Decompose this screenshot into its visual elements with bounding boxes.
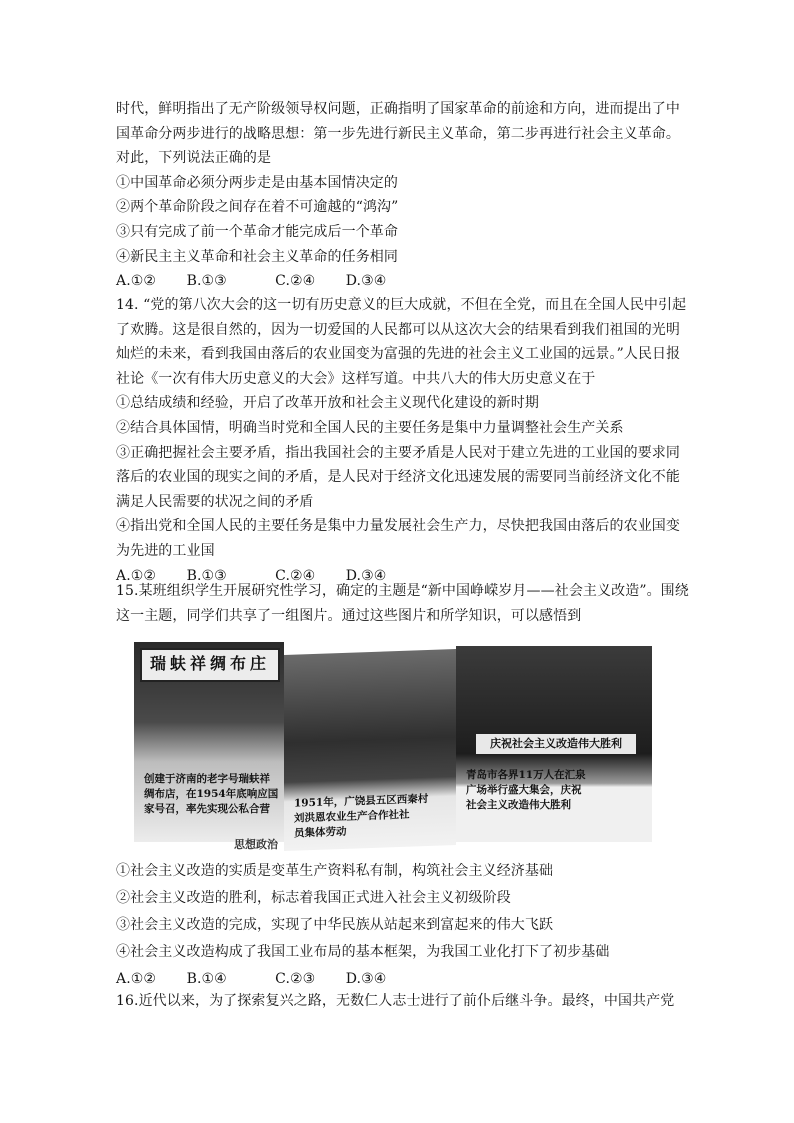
q14-statement-1: ①总结成绩和经验，开启了改革开放和社会主义现代化建设的新时期 xyxy=(116,395,539,412)
q14-statement-3b: 落后的农业国的现实之间的矛盾，是人民对于经济文化迅速发展的需要同当前经济文化不能 xyxy=(116,469,680,486)
q16-line-1: 16.近代以来，为了探索复兴之路，无数仁人志士进行了前仆后继斗争。最终，中国共产党 xyxy=(116,993,675,1009)
q14-line-4: 社论《一次有伟大历史意义的大会》这样写道。中共八大的伟大历史意义在于 xyxy=(116,370,596,387)
q15-option-b[interactable]: B.①④ xyxy=(186,971,227,987)
q15-line-2: 这一主题，同学们共享了一组图片。通过这些图片和所学知识，可以感悟到 xyxy=(116,607,582,624)
q15-statement-1: ①社会主义改造的实质是变革生产资料私有制，构筑社会主义经济基础 xyxy=(116,863,554,879)
q15-option-d[interactable]: D.③④ xyxy=(345,971,387,987)
q14-statement-4b: 为先进的工业国 xyxy=(116,542,215,559)
q14-statement-2: ②结合具体国情，明确当时党和全国人民的主要任务是集中力量调整社会生产关系 xyxy=(116,419,624,436)
q13-statement-3: ③只有完成了前一个革命才能完成后一个革命 xyxy=(116,223,398,240)
q14-line-3: 灿烂的未来，看到我国由落后的农业国变为富强的先进的社会主义工业国的远景。”人民日报 xyxy=(116,346,681,363)
q13-option-b[interactable]: B.①③ xyxy=(186,273,227,290)
q15-statement-3: ③社会主义改造的完成，实现了中华民族从站起来到富起来的伟大飞跃 xyxy=(116,917,554,933)
store-sign: 瑞蚨祥绸布庄 xyxy=(140,648,280,682)
q14-option-a[interactable]: A.①② xyxy=(116,567,157,584)
q13-option-a[interactable]: A.①② xyxy=(116,273,157,290)
question-15-statements xyxy=(116,858,686,993)
q14-statement-3a: ③正确把握社会主要矛盾，指出我国社会的主要矛盾是人民对于建立先进的工业国的要求同 xyxy=(116,444,680,461)
q14-option-c[interactable]: C.②④ xyxy=(275,567,316,584)
q14-statement-3c: 满足人民需要的状况之间的矛盾 xyxy=(116,493,314,510)
q13-line-2: 国革命分两步进行的战略思想：第一步先进行新民主义革命，第二步再进行社会主义革命。 xyxy=(116,125,680,142)
q15-photo-strip xyxy=(134,640,654,850)
q13-statement-4: ④新民主主义革命和社会主义革命的任务相同 xyxy=(116,248,398,265)
q13-line-3: 对此，下列说法正确的是 xyxy=(116,150,272,167)
photo-1-caption: 创建于济南的老字号瑞蚨祥 绸布店，在1954年底响应国 家号召，率先实现公私合营 xyxy=(144,773,279,815)
q14-line-2: 了欢腾。这是很自然的，因为一切爱国的人民都可以从这次大会的结果看到我们祖国的光明 xyxy=(116,321,680,338)
question-15 xyxy=(116,579,689,628)
cropped-footer-text: 思想政治 xyxy=(234,838,278,851)
q14-line-1: 14. “党的第八次大会的这一切有历史意义的巨大成就，不但在全党，而且在全国人民中引起 xyxy=(116,297,687,313)
q14-statement-4a: ④指出党和全国人民的主要任务是集中力量发展社会生产力，尽快把我国由落后的农业国变 xyxy=(116,518,680,535)
photo-3-caption: 青岛市各界11万人在汇泉 广场举行盛大集会，庆祝 社会主义改造伟大胜利 xyxy=(466,769,586,811)
question-16 xyxy=(116,989,686,1014)
q15-option-a[interactable]: A.①② xyxy=(116,971,157,987)
photo-cooperative-labor xyxy=(284,649,456,851)
photo-qingdao-rally xyxy=(456,646,652,842)
q13-option-c[interactable]: C.②④ xyxy=(275,273,316,290)
photo-2-caption: 1951年，广饶县五区西秦村 刘洪恩农业生产合作社社 员集体劳动 xyxy=(294,792,429,840)
q13-statement-2: ②两个革命阶段之间存在着不可逾越的“鸿沟” xyxy=(116,199,399,216)
q13-line-1: 时代，鲜明指出了无产阶级领导权问题，正确指明了国家革命的前途和方向，进而提出了中 xyxy=(116,101,680,117)
q15-statement-4: ④社会主义改造构成了我国工业布局的基本框架，为我国工业化打下了初步基础 xyxy=(116,944,610,960)
q14-option-b[interactable]: B.①③ xyxy=(186,567,227,584)
question-14 xyxy=(116,293,686,588)
q15-option-c[interactable]: C.②③ xyxy=(275,971,316,987)
question-13-tail xyxy=(116,97,686,294)
q13-statement-1: ①中国革命必须分两步走是由基本国情决定的 xyxy=(116,174,398,191)
q15-statement-2: ②社会主义改造的胜利，标志着我国正式进入社会主义初级阶段 xyxy=(116,890,511,906)
q14-option-d[interactable]: D.③④ xyxy=(345,567,387,584)
q13-options xyxy=(116,269,686,294)
q13-option-d[interactable]: D.③④ xyxy=(345,273,387,290)
q15-line-1: 15.某班组织学生开展研究性学习，确定的主题是“新中国峥嵘岁月——社会主义改造”。围绕 xyxy=(116,583,689,599)
photo-ruifuxiang-store xyxy=(134,642,284,842)
rally-banner: 庆祝社会主义改造伟大胜利 xyxy=(476,734,636,754)
